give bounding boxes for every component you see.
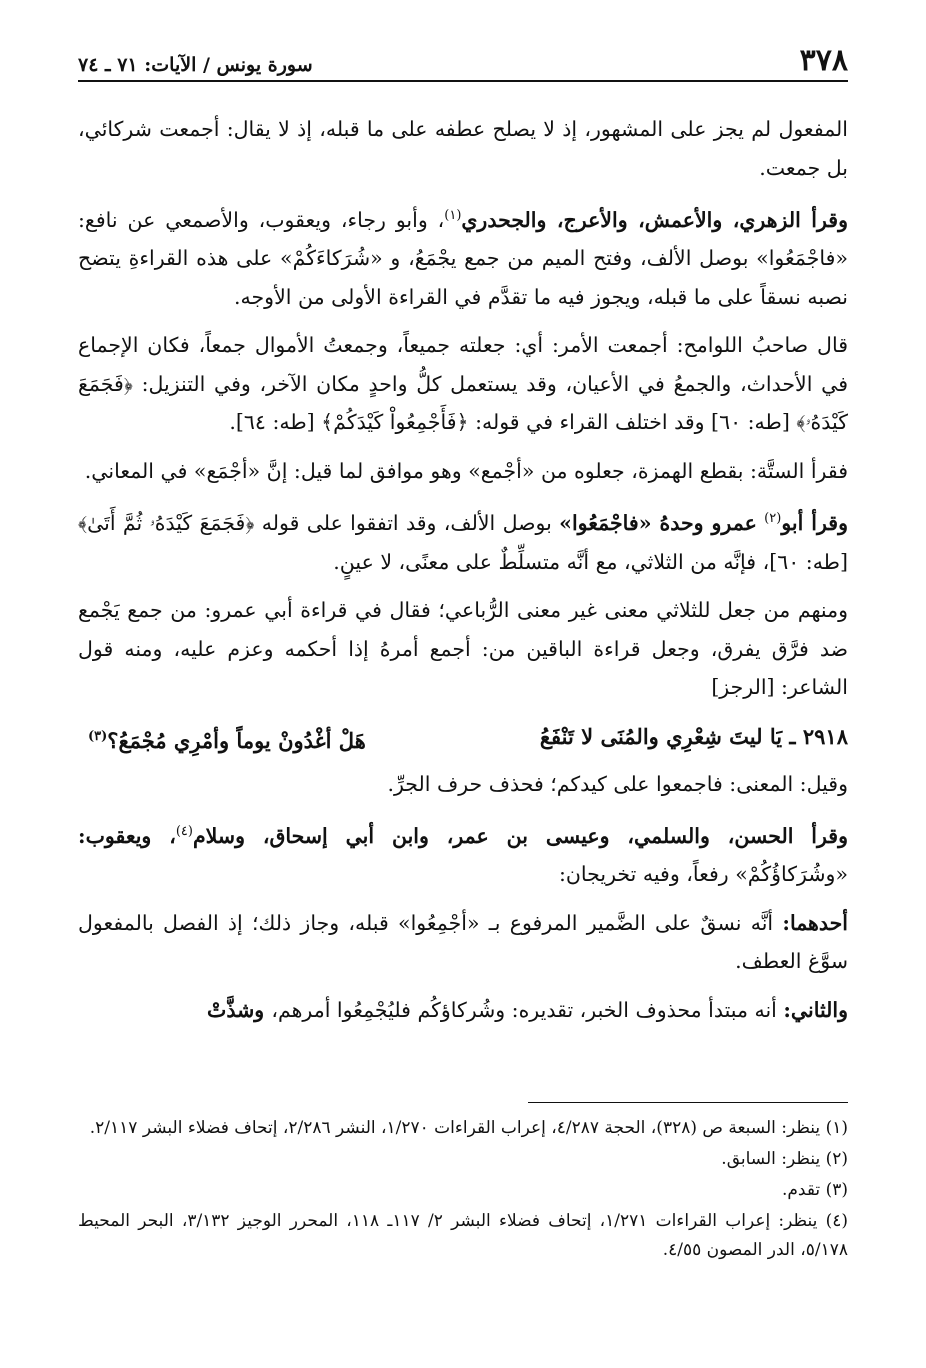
reader-name-2: عمرو وحدهُ «فاجْمَعُوا»	[559, 511, 757, 536]
paragraph-7: وقيل: المعنى: فاجمعوا على كيدكم؛ فحذف حرف الجرِّ.	[387, 771, 848, 796]
paragraph-9	[78, 904, 848, 981]
footnote-ref-2: (٢)	[764, 511, 782, 527]
verse-number: ٢٩١٨ ـ	[789, 723, 848, 749]
paragraph-2-text: ، وأبو رجاء، ويعقوب، والأصمعي عن نافع: «فاجْمَعُوا» بوصل الألف، وفتح الميم من جمع يجْمَعُ، و «شُرَكاءَكُمْ» على هذه القراءةِ يتضح نصبه نسقاً على ما قبله، ويجوز فيه ما تقدَّم في القراءة الأولى من الأوجه.	[78, 207, 848, 309]
footnote-ref-4: (٤)	[175, 824, 193, 840]
paragraph-6: ومنهم من جعل للثلاثي معنى غير معنى الرُّباعي؛ فقال في قراءة أبي عمرو: من جمع يَجْمع ضد فرَّق يفرق، وجعل قراءة الباقين من: أجمع أمرهُ إذا أحكمه وعزم عليه، ومنه قول الشاعر: [الرجز]	[78, 598, 848, 700]
page-header	[78, 42, 848, 82]
paragraph-4: فقرأ الستَّة: بقطع الهمزة، جعلوه من «أجْمع» وهو موافق لما قيل: إنَّ «أجْمَع» في المعاني.	[84, 458, 848, 483]
first-explanation-label: أحدهما:	[782, 910, 848, 935]
paragraph-5	[78, 500, 848, 581]
verse-h1-text: يَا ليتَ شِعْرِي والمُنَى لا تَنْفَعُ	[539, 723, 783, 749]
paragraph-10-text: أنه مبتدأ محذوف الخبر، تقديره: وشُركاؤكُم فليُجْمِعُوا أمرهم،	[271, 997, 784, 1022]
page-number: ٣٧٨	[799, 43, 848, 78]
paragraph-9-text: أنَّه نسقٌ على الضَّمير المرفوع بـ «أجْمِعُوا» قبله، وجاز ذلك؛ إذ الفصل بالمفعول سوَّغ العطف.	[78, 910, 848, 974]
paragraph-3: قال صاحبُ اللوامح: أجمعت الأمر: أي: جعلته جميعاً، وجمعتُ الأموال جمعاً، فكان الإجماع في الأحداث، والجمعُ في الأعيان، وقد يستعمل كلُّ واحدٍ مكان الآخر، وفي التنزيل: ﴿فَجَمَعَ كَيْدَهُۥ﴾ [طه: ٦٠] وقد اختلف القراء في قوله: ﴿فَأَجْمِعُواْ كَيْدَكُمْ﴾ [طه: ٦٤].	[78, 333, 848, 435]
paragraph-10	[78, 991, 848, 1030]
reader-name: وقرأ أبو	[781, 511, 848, 536]
poetry-verse	[78, 717, 848, 761]
book-page	[78, 30, 848, 1368]
readers-list-2: وقرأ الحسن، والسلمي، وعيسى بن عمر، وابن أبي إسحاق، وسلام	[192, 823, 849, 848]
verse-first-hemistich	[540, 717, 848, 761]
running-head: سورة يونس / الآيات: ٧١ ـ ٧٤	[78, 54, 313, 76]
footnote-4: (٤) ينظر: إعراب القراءات ١/٢٧١، إتحاف فضلاء البشر ٢/ ١١٧ـ ١١٨، المحرر الوجيز ٣/١٣٢، البحر المحيط ٥/١٧٨، الدر المصون ٤/٥٥.	[78, 1211, 848, 1260]
footnote-separator	[528, 1102, 848, 1103]
main-text	[78, 110, 848, 1039]
footnote-2: (٢) ينظر: السابق.	[721, 1149, 848, 1169]
footnote-ref-3: (٣)	[88, 728, 108, 744]
paragraph-2	[78, 197, 848, 316]
readers-list: وقرأ الزهري، والأعمش، والأعرج، والجحدري	[461, 207, 849, 232]
paragraph-1: المفعول لم يجز على المشهور، إذ لا يصلح عطفه على ما قبله، إذ لا يقال: أجمعت شركائي، بل جمعت.	[78, 117, 848, 180]
footnote-3: (٣) تقدم.	[781, 1180, 848, 1200]
reader-yaqub: ، ويعقوب:	[78, 823, 176, 848]
paragraph-8	[78, 813, 848, 894]
footnote-ref-1: (١)	[444, 208, 462, 223]
verse-h2-text: هَلْ أغْدُونْ يوماً وأمْرِي مُجْمَعُ؟	[107, 727, 366, 753]
footnotes	[78, 1114, 848, 1267]
verse-second-hemistich	[78, 717, 366, 761]
second-explanation-label: والثاني:	[783, 997, 848, 1022]
paragraph-5-text: بوصل الألف، وقد اتفقوا على قوله ﴿فَجَمَعَ كَيْدَهُۥ ثُمَّ أَتَىٰ﴾ [طه: ٦٠]، فإنَّه من الثلاثي، مع أنَّه متسلِّطٌ على معنًى، لا عينٍ.	[78, 511, 848, 574]
paragraph-10-end: وشذَّتْ	[207, 997, 272, 1022]
footnote-1: (١) ينظر: السبعة ص (٣٢٨)، الحجة ٤/٢٨٧، إعراب القراءات ١/٢٧٠، النشر ٢/٢٨٦، إتحاف فضلاء البشر ٢/١١٧.	[89, 1118, 848, 1138]
paragraph-8-text: «وشُرَكاؤُكُمْ» رفعاً، وفيه تخريجان:	[558, 862, 848, 887]
